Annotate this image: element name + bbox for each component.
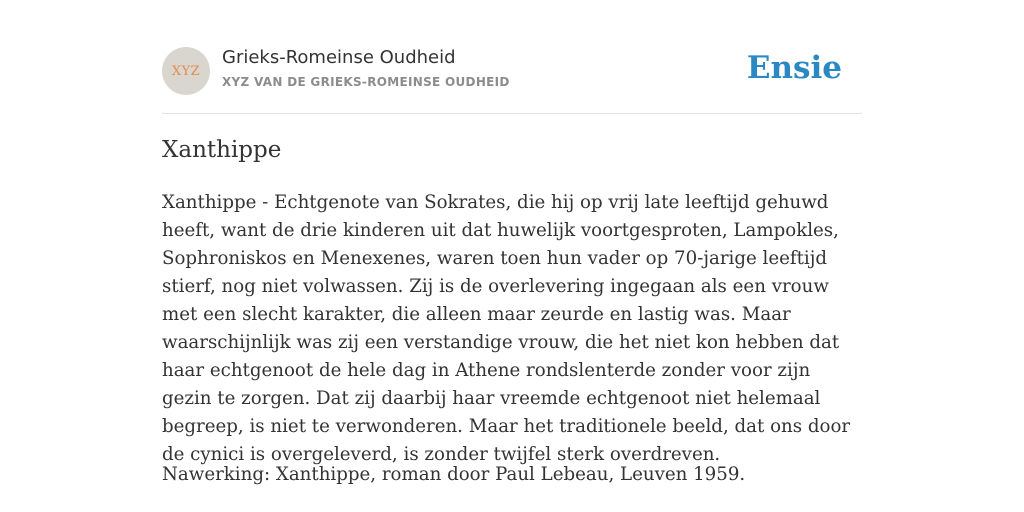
- entry-body: Xanthippe - Echtgenote van Sokrates, die hij op vrij late leeftijd gehuwd heeft, want de drie kinderen uit dat huwelijk voortgesproten, Lampokles, Sophroniskos en Menexenes, waren toen hun vader op 70-jarige leeftijd stierf, nog niet volwassen. Zij is de overlevering ingegaan als een vrouw met een slecht karakter, die alleen maar zeurde en lastig was. Maar waarschijnlijk was zij een verstandige vrouw, die het niet kon hebben dat haar echtgenoot de hele dag in Athene rondslenterde zonder voor zijn gezin te zorgen. Dat zij daarbij haar vreemde echtgenoot niet helemaal begreep, is niet te verwonderen. Maar het traditionele beeld, dat ons door de cynici is overgeleverd, is zonder twijfel sterk overdreven.: [162, 192, 851, 465]
- source-avatar[interactable]: XYZ: [162, 47, 210, 95]
- entry-title: Xanthippe: [162, 137, 282, 163]
- source-title-link[interactable]: Grieks-Romeinse Oudheid: [222, 47, 456, 68]
- source-subtitle: XYZ VAN DE GRIEKS-ROMEINSE OUDHEID: [222, 75, 510, 89]
- entry-card: [162, 46, 862, 485]
- entry-header: [162, 46, 862, 96]
- header-divider: [162, 113, 862, 114]
- ensie-logo[interactable]: Ensie: [746, 50, 842, 86]
- entry-note: Nawerking: Xanthippe, roman door Paul Lebeau, Leuven 1959.: [162, 464, 746, 485]
